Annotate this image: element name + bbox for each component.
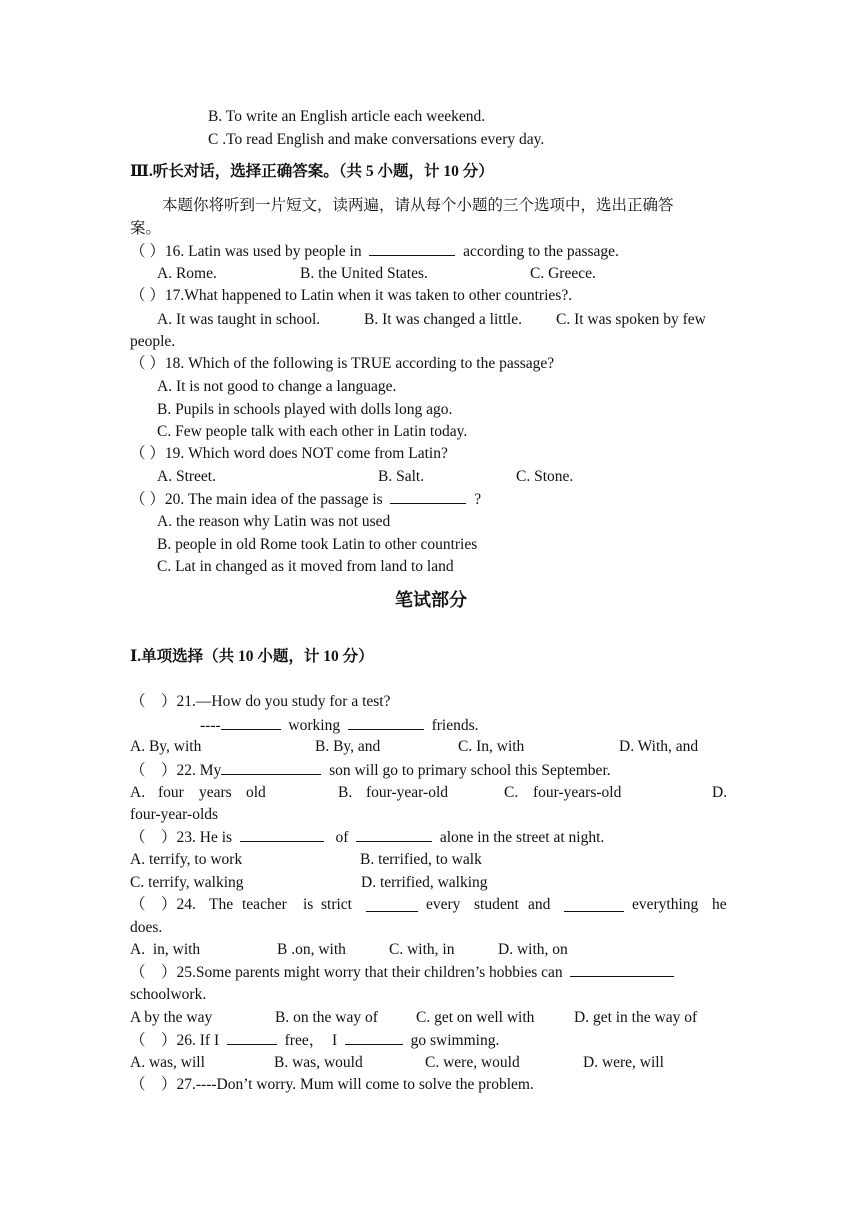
q22-option-a-word: years bbox=[199, 784, 232, 801]
q21-response: ---- working friends. bbox=[200, 717, 479, 734]
q25-stem: （ ）25.Some parents might worry that their children’s hobbies can bbox=[130, 962, 674, 983]
answer-paren: （ ） bbox=[130, 964, 177, 981]
answer-blank bbox=[221, 715, 281, 730]
q22-option-a-word: old bbox=[246, 784, 266, 801]
q17-option-c-cont: people. bbox=[130, 333, 176, 350]
answer-blank bbox=[369, 241, 455, 256]
instruction-line2: 案。 bbox=[130, 220, 162, 237]
q25-option-c: C. get on well with bbox=[416, 1009, 535, 1026]
q24-option-c: C. with, in bbox=[389, 941, 455, 958]
q24-word: every bbox=[426, 896, 461, 913]
q21-option-d: D. With, and bbox=[619, 738, 699, 755]
q22-stem: （ ）22. My son will go to primary school this September. bbox=[130, 762, 611, 779]
q16-stem-b: according to the passage. bbox=[463, 243, 619, 260]
answer-blank bbox=[221, 760, 321, 775]
q24-word: is bbox=[303, 896, 314, 913]
q20-stem: （ ）20. The main idea of the passage is ? bbox=[130, 491, 482, 508]
q24-word: strict bbox=[321, 896, 352, 913]
answer-blank bbox=[564, 897, 624, 912]
q24-option-a: A. in, with bbox=[130, 941, 201, 958]
q26-option-a: A. was, will bbox=[130, 1054, 205, 1071]
answer-paren: （ ） bbox=[130, 896, 177, 913]
answer-paren: （ ） bbox=[130, 243, 165, 260]
q17-stem: （ ）17.What happened to Latin when it was taken to other countries?. bbox=[130, 287, 573, 304]
answer-paren: （ ） bbox=[130, 491, 165, 508]
q18-stem: （ ）18. Which of the following is TRUE according to the passage? bbox=[130, 355, 555, 372]
q27-stem: （ ）27.----Don’t worry. Mum will come to solve the problem. bbox=[130, 1076, 534, 1093]
q23-option-c: C. terrify, walking bbox=[130, 874, 244, 891]
q17-option-c: C. It was spoken by few bbox=[556, 311, 706, 328]
section3-heading: Ⅲ.听长对话，选择正确答案。（共 5 小题，计 10 分） bbox=[130, 163, 494, 180]
answer-paren: （ ） bbox=[130, 829, 177, 846]
q22-option-a: A. bbox=[130, 784, 146, 801]
q20-option-c: C. Lat in changed as it moved from land to land bbox=[157, 558, 454, 575]
q18-option-c: C. Few people talk with each other in Latin today. bbox=[157, 423, 468, 440]
q21-option-c: C. In, with bbox=[458, 738, 525, 755]
q18-option-b: B. Pupils in schools played with dolls long ago. bbox=[157, 401, 453, 418]
q25-stem-cont: schoolwork. bbox=[130, 986, 207, 1003]
answer-paren: （ ） bbox=[130, 1032, 177, 1049]
q24-word: he bbox=[712, 896, 727, 913]
q16-stem bbox=[130, 241, 619, 262]
q24-stem-cont: does. bbox=[130, 919, 163, 936]
q22-option-a-word: four bbox=[158, 784, 184, 801]
answer-paren: （ ） bbox=[130, 355, 165, 372]
section1-heading: Ⅰ.单项选择（共 10 小题，计 10 分） bbox=[130, 648, 374, 665]
q22-option-d: D. bbox=[712, 784, 728, 801]
q24-word: student bbox=[474, 896, 519, 913]
q24-word: The bbox=[209, 896, 234, 913]
q16-option-b: B. the United States. bbox=[300, 265, 428, 282]
q24-option-b: B .on, with bbox=[277, 941, 346, 958]
answer-paren: （ ） bbox=[130, 762, 177, 779]
q16-stem-a: 16. Latin was used by people in bbox=[164, 243, 362, 260]
written-part-title: 笔试部分 bbox=[395, 590, 467, 610]
q26-option-d: D. were, will bbox=[583, 1054, 664, 1071]
q21-stem: （ ）21.—How do you study for a test? bbox=[130, 693, 391, 710]
q22-option-b-text: four-year-old bbox=[366, 784, 449, 801]
q24-word: and bbox=[528, 896, 551, 913]
q24-option-d: D. with, on bbox=[498, 941, 568, 958]
q16-option-a: A. Rome. bbox=[157, 265, 217, 282]
q17-option-b: B. It was changed a little. bbox=[364, 311, 522, 328]
q24-word: teacher bbox=[242, 896, 287, 913]
q21-option-b: B. By, and bbox=[315, 738, 381, 755]
q20-option-b: B. people in old Rome took Latin to other countries bbox=[157, 536, 478, 553]
q18-option-a: A. It is not good to change a language. bbox=[157, 378, 397, 395]
answer-blank bbox=[570, 962, 674, 977]
q25-option-a: A by the way bbox=[130, 1009, 213, 1026]
q19-option-b: B. Salt. bbox=[378, 468, 425, 485]
q20-option-a: A. the reason why Latin was not used bbox=[157, 513, 391, 530]
q23-option-a: A. terrify, to work bbox=[130, 851, 243, 868]
q22-option-c-text: four-years-old bbox=[533, 784, 622, 801]
q19-option-c: C. Stone. bbox=[516, 468, 574, 485]
answer-blank bbox=[390, 489, 466, 504]
answer-paren: （ ） bbox=[130, 1076, 177, 1093]
answer-blank bbox=[348, 715, 424, 730]
q15-option-b: B. To write an English article each weekend. bbox=[208, 108, 486, 125]
q22-option-c: C. bbox=[504, 784, 519, 801]
q26-option-b: B. was, would bbox=[274, 1054, 363, 1071]
q19-option-a: A. Street. bbox=[157, 468, 216, 485]
answer-blank bbox=[240, 827, 324, 842]
answer-blank bbox=[345, 1030, 403, 1045]
q25-option-d: D. get in the way of bbox=[574, 1009, 698, 1026]
q16-option-c: C. Greece. bbox=[530, 265, 596, 282]
q23-option-b: B. terrified, to walk bbox=[360, 851, 482, 868]
q23-stem: （ ）23. He is of alone in the street at night. bbox=[130, 829, 605, 846]
answer-blank bbox=[366, 897, 418, 912]
q25-option-b: B. on the way of bbox=[275, 1009, 378, 1026]
answer-blank bbox=[356, 827, 432, 842]
q17-option-a: A. It was taught in school. bbox=[157, 311, 321, 328]
q22-option-b: B. bbox=[338, 784, 353, 801]
q22-option-d-text: four-year-olds bbox=[130, 806, 219, 823]
answer-paren: （ ） bbox=[130, 693, 177, 710]
q26-stem: （ ）26. If I free， I go swimming. bbox=[130, 1032, 500, 1049]
answer-paren: （ ） bbox=[130, 445, 165, 462]
q24-stem: （ ）24. bbox=[130, 896, 196, 913]
q23-option-d: D. terrified, walking bbox=[361, 874, 488, 891]
q26-option-c: C. were, would bbox=[425, 1054, 520, 1071]
answer-paren: （ ） bbox=[130, 287, 165, 304]
q15-option-c: C .To read English and make conversations every day. bbox=[208, 131, 545, 148]
answer-blank bbox=[227, 1030, 277, 1045]
instruction-line1: 本题你将听到一片短文，读两遍，请从每个小题的三个选项中，选出正确答 bbox=[162, 197, 674, 214]
q19-stem: （ ）19. Which word does NOT come from Latin? bbox=[130, 445, 448, 462]
q21-option-a: A. By, with bbox=[130, 738, 202, 755]
q24-word: everything bbox=[632, 896, 699, 913]
